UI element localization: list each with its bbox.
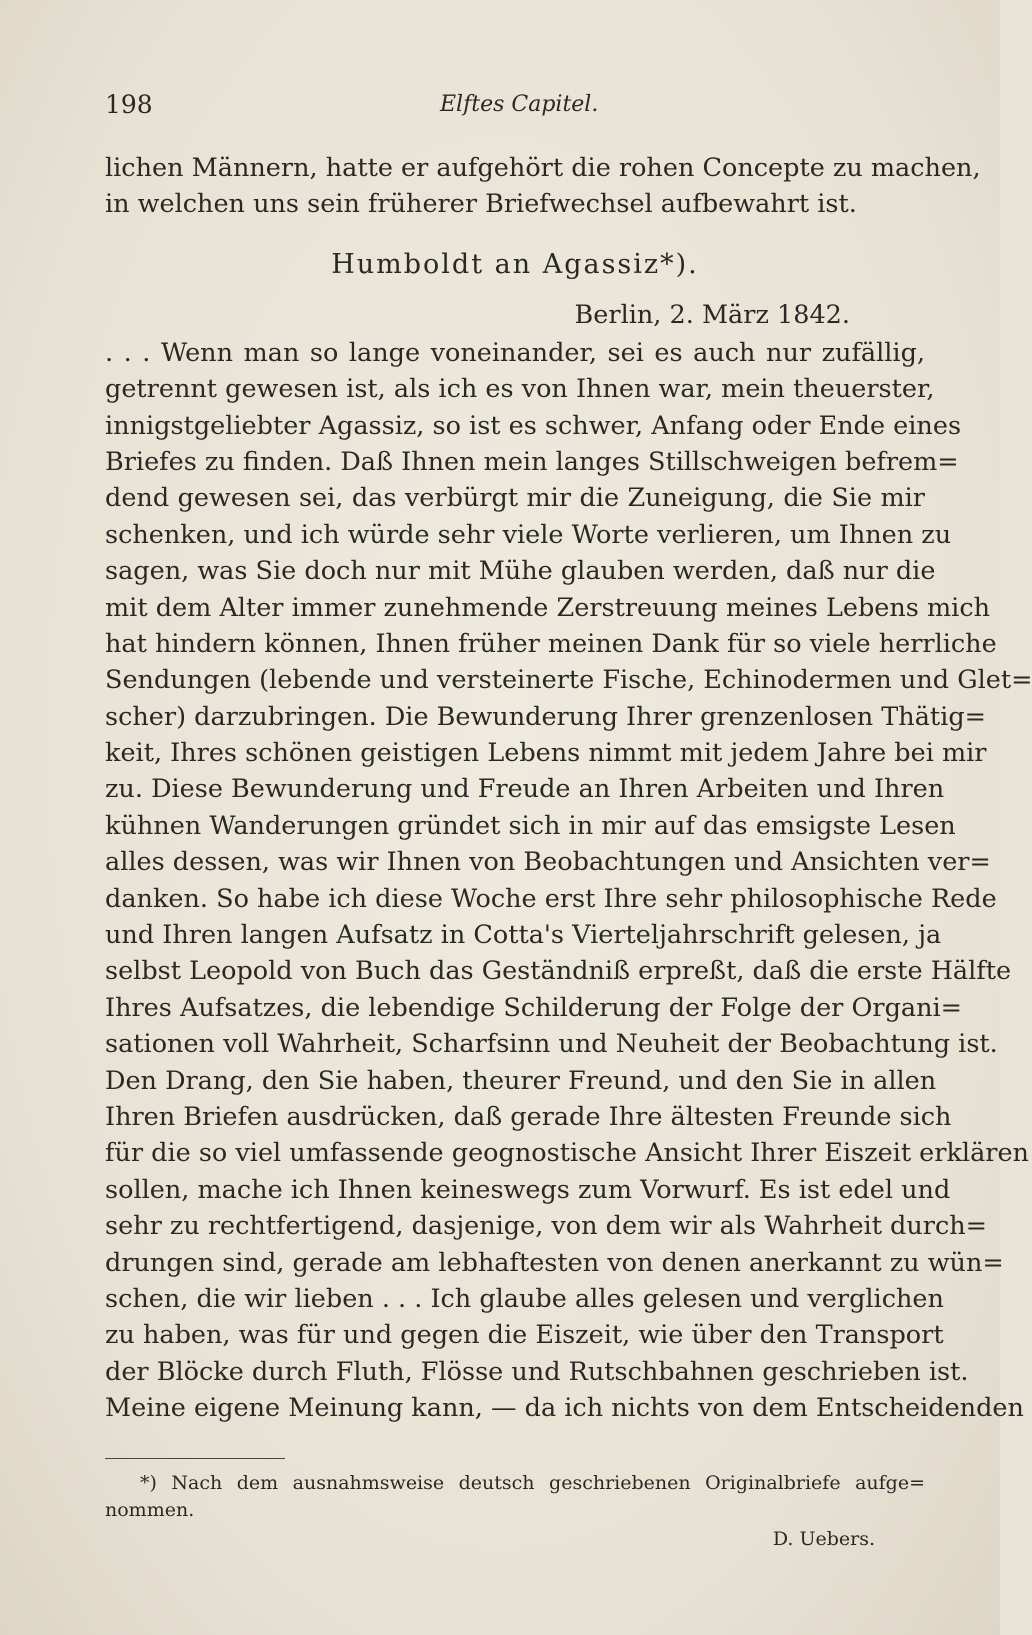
body-text: [105, 150, 1032, 1427]
body-line: Briefes zu finden. Daß Ihnen mein langes Stillschweigen befrem=: [105, 446, 959, 477]
body-line: Ihren Briefen ausdrücken, daß gerade Ihre ältesten Freunde sich: [105, 1101, 952, 1132]
letter-heading: Humboldt an Agassiz*).: [331, 248, 699, 280]
body-line: keit, Ihres schönen geistigen Lebens nimmt mit jedem Jahre bei mir: [105, 738, 987, 769]
footnote-line: nommen.: [105, 1499, 195, 1521]
body-line: mit dem Alter immer zunehmende Zerstreuung meines Lebens mich: [105, 592, 991, 623]
letter-dateline: Berlin, 2. März 1842.: [574, 299, 850, 330]
body-line: scher) darzubringen. Die Bewunderung Ihrer grenzenlosen Thätig=: [105, 701, 987, 732]
body-line: schen, die wir lieben . . . Ich glaube alles gelesen und verglichen: [105, 1283, 944, 1314]
body-line: kühnen Wanderungen gründet sich in mir auf das emsigste Lesen: [105, 810, 956, 841]
body-line: Ihres Aufsatzes, die lebendige Schilderung der Folge der Organi=: [105, 992, 963, 1023]
running-title: Elftes Capitel.: [440, 92, 599, 117]
body-line: lichen Männern, hatte er aufgehört die rohen Concepte zu machen,: [105, 153, 981, 183]
footnote-translator-note: D. Uebers.: [772, 1528, 875, 1550]
body-line: getrennt gewesen ist, als ich es von Ihnen war, mein theuerster,: [105, 374, 935, 405]
body-line: für die so viel umfassende geognostische Ansicht Ihrer Eiszeit erklären: [105, 1138, 1029, 1169]
letter-body: [105, 335, 1032, 1427]
body-line: innigstgeliebter Agassiz, so ist es schwer, Anfang oder Ende eines: [105, 410, 962, 441]
body-line: und Ihren langen Aufsatz in Cotta's Vierteljahrschrift gelesen, ja: [105, 920, 942, 951]
footnote-line: *) Nach dem ausnahmsweise deutsch geschriebenen Originalbriefe aufge=: [140, 1472, 925, 1494]
page-number: 198: [105, 90, 153, 119]
body-line: alles dessen, was wir Ihnen von Beobachtungen und Ansichten ver=: [105, 847, 991, 878]
body-line: dend gewesen sei, das verbürgt mir die Zuneigung, die Sie mir: [105, 483, 925, 514]
body-line: sollen, mache ich Ihnen keineswegs zum Vorwurf. Es ist edel und: [105, 1174, 951, 1205]
body-line: drungen sind, gerade am lebhaftesten von denen anerkannt zu wün=: [105, 1247, 1004, 1278]
body-line: zu. Diese Bewunderung und Freude an Ihren Arbeiten und Ihren: [105, 774, 945, 805]
body-line: danken. So habe ich diese Woche erst Ihre sehr philosophische Rede: [105, 883, 997, 914]
body-line: schenken, und ich würde sehr viele Worte verlieren, um Ihnen zu: [105, 519, 952, 550]
body-line: Sendungen (lebende und versteinerte Fische, Echinodermen und Glet=: [105, 665, 1032, 696]
body-line: sagen, was Sie doch nur mit Mühe glauben werden, daß nur die: [105, 556, 936, 587]
body-line: Den Drang, den Sie haben, theurer Freund, und den Sie in allen: [105, 1065, 937, 1096]
footnote: [105, 1470, 925, 1553]
body-line: selbst Leopold von Buch das Geständniß erpreßt, daß die erste Hälfte: [105, 956, 1012, 987]
running-head: [105, 90, 925, 130]
footnote-rule: [105, 1458, 285, 1459]
body-line: der Blöcke durch Fluth, Flösse und Rutschbahnen geschrieben ist.: [105, 1356, 969, 1387]
body-line: sehr zu rechtfertigend, dasjenige, von dem wir als Wahrheit durch=: [105, 1211, 988, 1242]
body-line: hat hindern können, Ihnen früher meinen Dank für so viele herrliche: [105, 628, 997, 659]
body-line: . . . Wenn man so lange voneinander, sei es auch nur zufällig,: [105, 337, 925, 368]
body-line: in welchen uns sein früherer Briefwechsel aufbewahrt ist.: [105, 189, 857, 220]
body-line: Meine eigene Meinung kann, — da ich nichts von dem Entscheidenden: [105, 1393, 1024, 1424]
body-line: sationen voll Wahrheit, Scharfsinn und Neuheit der Beobachtung ist.: [105, 1029, 998, 1060]
body-line: zu haben, was für und gegen die Eiszeit, wie über den Transport: [105, 1320, 944, 1351]
